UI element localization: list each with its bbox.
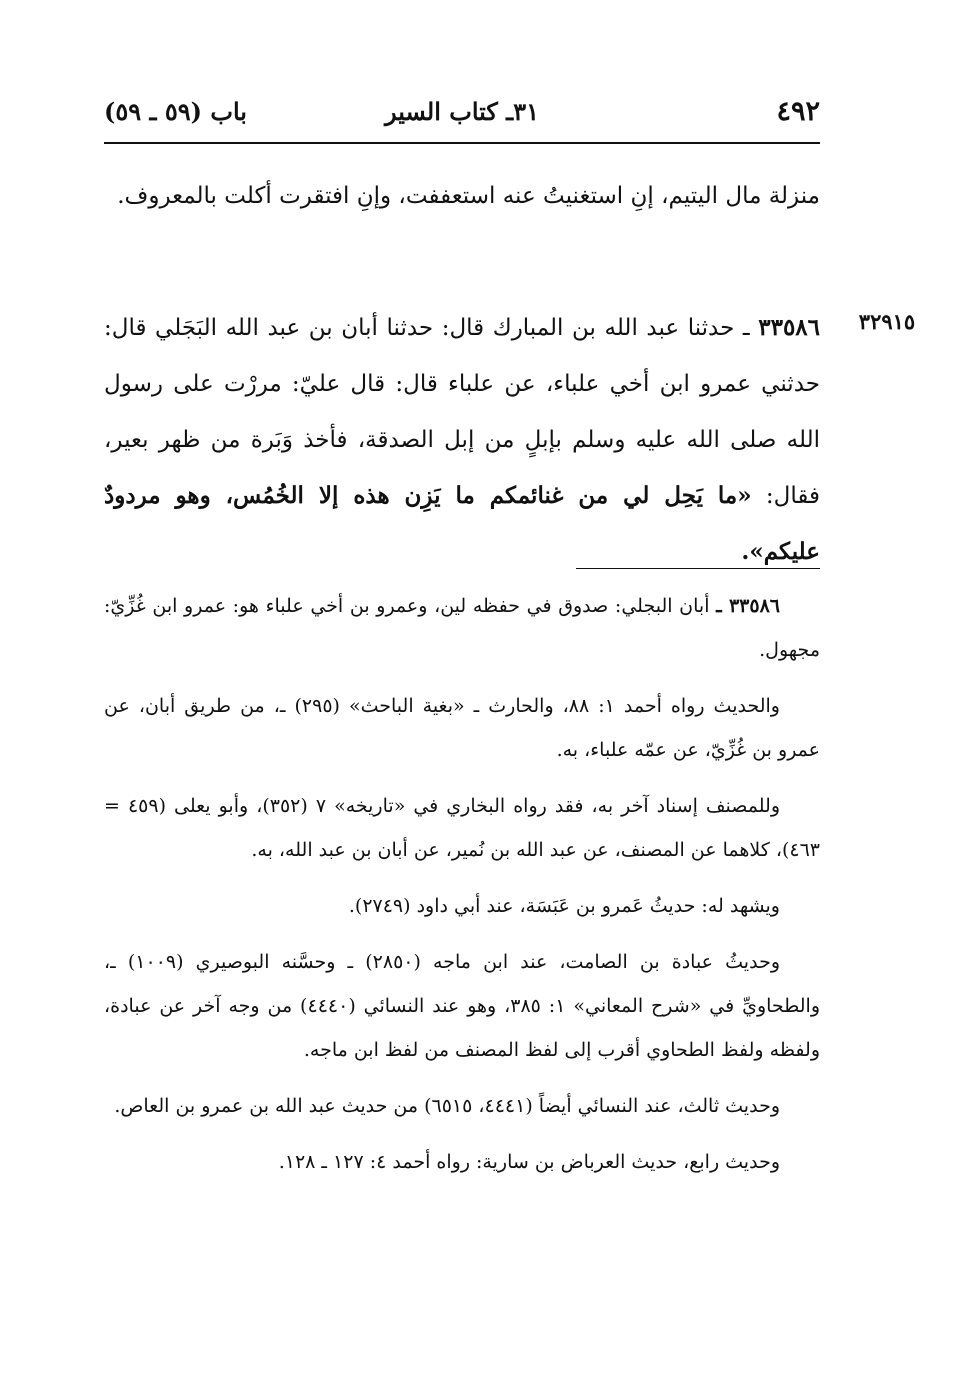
footnote xyxy=(104,684,820,772)
hadith-matn: «ما يَحِل لي من غنائمكم ما يَزِن هذه إلا الخُمُس، وهو مردودٌ عليكم». xyxy=(104,482,820,565)
header-rule xyxy=(104,142,820,144)
footnote xyxy=(104,940,820,1072)
page-number: ٤٩٢ xyxy=(776,96,820,127)
footnote-text: ويشهد له: حديثُ عَمرو بن عَبَسَة، عند أبي داود (٢٧٤٩). xyxy=(348,895,780,917)
footnote xyxy=(104,1084,820,1128)
footnote-text: وحديث ثالث، عند النسائي أيضاً (٤٤٤١، ٦٥١٥) من حديث عبد الله بن عمرو بن العاص. xyxy=(114,1095,780,1117)
footnote xyxy=(104,1140,820,1184)
footnote-text: والحديث رواه أحمد ١: ٨٨، والحارث ـ «بغية الباحث» (٢٩٥) ـ، من طريق أبان، عن عمرو بن غُزِّيّ، عن عمّه علباء، به. xyxy=(104,695,820,761)
footnote-separator xyxy=(576,568,820,569)
running-header xyxy=(104,94,820,130)
hadith-isnad: ـ حدثنا عبد الله بن المبارك قال: حدثنا أبان بن عبد الله البَجَلي قال: حدثني عمرو ابن أخي علباء، عن علباء قال: قال عليّ: مررْت على رسول الله صلى الله عليه وسلم بإبلٍ من إبل الصدقة، فأخذ وَبَرة من ظهر بعير، فقال: xyxy=(104,315,821,509)
footnote-number: ٣٣٥٨٦ ـ xyxy=(716,595,780,617)
footnote xyxy=(104,884,820,928)
chapter-heading: باب (٥٩ ـ ٥٩) xyxy=(104,97,247,126)
footnote xyxy=(104,784,820,872)
footnotes xyxy=(104,584,820,1196)
footnote-text: أبان البجلي: صدوق في حفظه لين، وعمرو بن أخي علباء هو: عمرو ابن غُزِّيّ: مجهول. xyxy=(104,595,820,661)
continuation-paragraph xyxy=(104,168,820,224)
continuation-text: منزلة مال اليتيم، إنِ استغنيتُ عنه استعففت، وإنِ افتقرت أكلت بالمعروف. xyxy=(117,183,820,209)
hadith-number: ٣٣٥٨٦ xyxy=(758,314,821,341)
book-title: ٣١ـ كتاب السير xyxy=(385,97,539,126)
footnote xyxy=(104,584,820,672)
footnote-text: وحديث رابع، حديث العرباض بن سارية: رواه أحمد ٤: ١٢٧ ـ ١٢٨. xyxy=(278,1151,780,1173)
hadith-paragraph xyxy=(104,300,820,580)
footnote-text: وحديثُ عبادة بن الصامت، عند ابن ماجه (٢٨٥٠) ـ وحسَّنه البوصيري (١٠٠٩) ـ، والطحاويِّ في «شرح المعاني» ١: ٣٨٥، وهو عند النسائي (٤٤٤٠) من وجه آخر عن عبادة، ولفظه ولفظ الطحاوي أقرب إلى لفظ المصنف من لفظ ابن ماجه. xyxy=(104,951,821,1061)
margin-hadith-number: ٣٢٩١٥ xyxy=(858,309,916,334)
footnote-text: وللمصنف إسناد آخر به، فقد رواه البخاري في «تاريخه» ٧ (٣٥٢)، وأبو يعلى (٤٥٩ = ٤٦٣)، كلاهما عن المصنف، عن عبد الله بن نُمير، عن أبان بن عبد الله، به. xyxy=(104,795,820,861)
